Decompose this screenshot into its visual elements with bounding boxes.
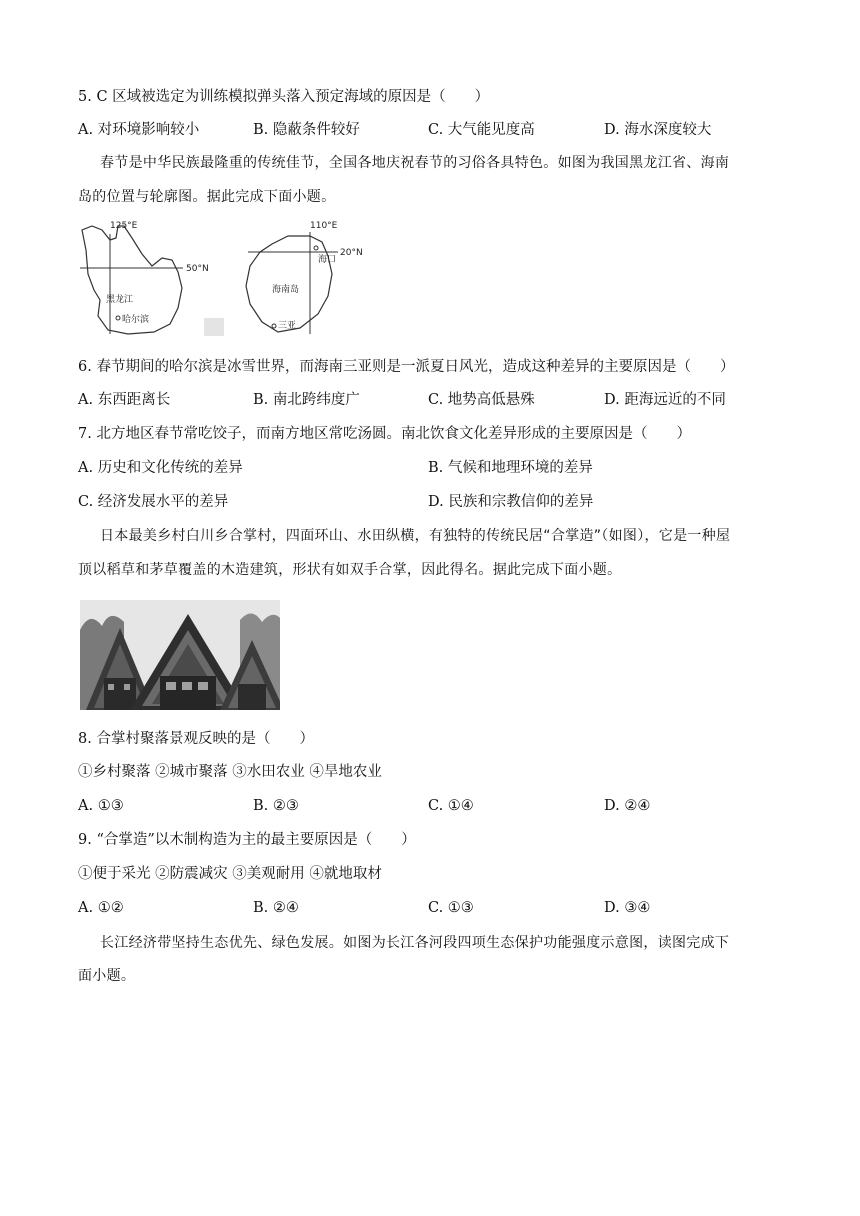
q8-option-a: A. ①③ [78,798,124,814]
passage3-line1: 长江经济带坚持生态优先、绿色发展。如图为长江各河段四项生态保护功能强度示意图，读图完成下 [100,935,730,951]
province-maps-figure [78,214,378,344]
watermark-blur [204,318,224,336]
q6-option-b: B. 南北跨纬度广 [253,392,360,408]
heilongjiang-lat-label: 50°N [186,264,209,274]
passage2-line1: 日本最美乡村白川乡合掌村，四面环山、水田纵横，有独特的传统民居“合掌造”（如图），它是一种屋 [100,528,731,544]
q7-option-d: D. 民族和宗教信仰的差异 [428,494,594,510]
passage3-line2: 面小题。 [78,968,136,984]
q6-option-c: C. 地势高低悬殊 [428,392,535,408]
q8-option-c: C. ①④ [428,798,474,814]
q8-option-d: D. ②④ [604,798,651,814]
q5-stem: 5. C 区域被选定为训练模拟弹头落入预定海域的原因是（ ） [78,89,490,105]
q5-option-c: C. 大气能见度高 [428,122,535,138]
sanya-label: 三亚 [278,321,297,331]
passage1-line1: 春节是中华民族最隆重的传统佳节，全国各地庆祝春节的习俗各具特色。如图为我国黑龙江省、海南 [100,155,730,171]
hainan-lat-label: 20°N [340,248,363,258]
q5-option-a: A. 对环境影响较小 [78,122,200,138]
gassho-house-illustration [80,600,280,710]
harbin-label: 哈尔滨 [122,315,150,325]
q5-option-d: D. 海水深度较大 [604,122,712,138]
haikou-label: 海口 [318,255,337,265]
q9-option-a: A. ①② [78,900,124,916]
passage1-line2: 岛的位置与轮廓图。据此完成下面小题。 [78,189,336,205]
heilongjiang-lon-label: 125°E [110,221,138,231]
q9-option-d: D. ③④ [604,900,651,916]
q8-option-b: B. ②③ [253,798,299,814]
hainan-name-label: 海南岛 [272,285,300,295]
q7-option-c: C. 经济发展水平的差异 [78,494,229,510]
q9-option-b: B. ②④ [253,900,299,916]
q7-option-b: B. 气候和地理环境的差异 [428,460,593,476]
q8-stem: 8. 合掌村聚落景观反映的是（ ） [78,731,314,747]
passage2-line2: 顶以稻草和茅草覆盖的木造建筑，形状有如双手合掌，因此得名。据此完成下面小题。 [78,562,622,578]
q7-stem: 7. 北方地区春节常吃饺子，而南方地区常吃汤圆。南北饮食文化差异形成的主要原因是（ ） [78,426,691,442]
q5-option-b: B. 隐蔽条件较好 [253,122,360,138]
q8-choices: ①乡村聚落 ②城市聚落 ③水田农业 ④旱地农业 [78,764,382,780]
province-maps-svg [78,214,378,344]
q6-stem: 6. 春节期间的哈尔滨是冰雪世界，而海南三亚则是一派夏日风光，造成这种差异的主要原因是（ ） [78,359,735,375]
heilongjiang-name-label: 黑龙江 [106,295,134,305]
q6-option-d: D. 距海远近的不同 [604,392,726,408]
q9-stem: 9. “合掌造”以木制构造为主的最主要原因是（ ） [78,832,416,848]
q7-option-a: A. 历史和文化传统的差异 [78,460,243,476]
q9-choices: ①便于采光 ②防震减灾 ③美观耐用 ④就地取材 [78,866,382,882]
hainan-lon-label: 110°E [310,221,338,231]
gassho-house-photo [80,600,280,710]
hainan-map [246,232,338,334]
q6-option-a: A. 东西距离长 [78,392,171,408]
q9-option-c: C. ①③ [428,900,474,916]
